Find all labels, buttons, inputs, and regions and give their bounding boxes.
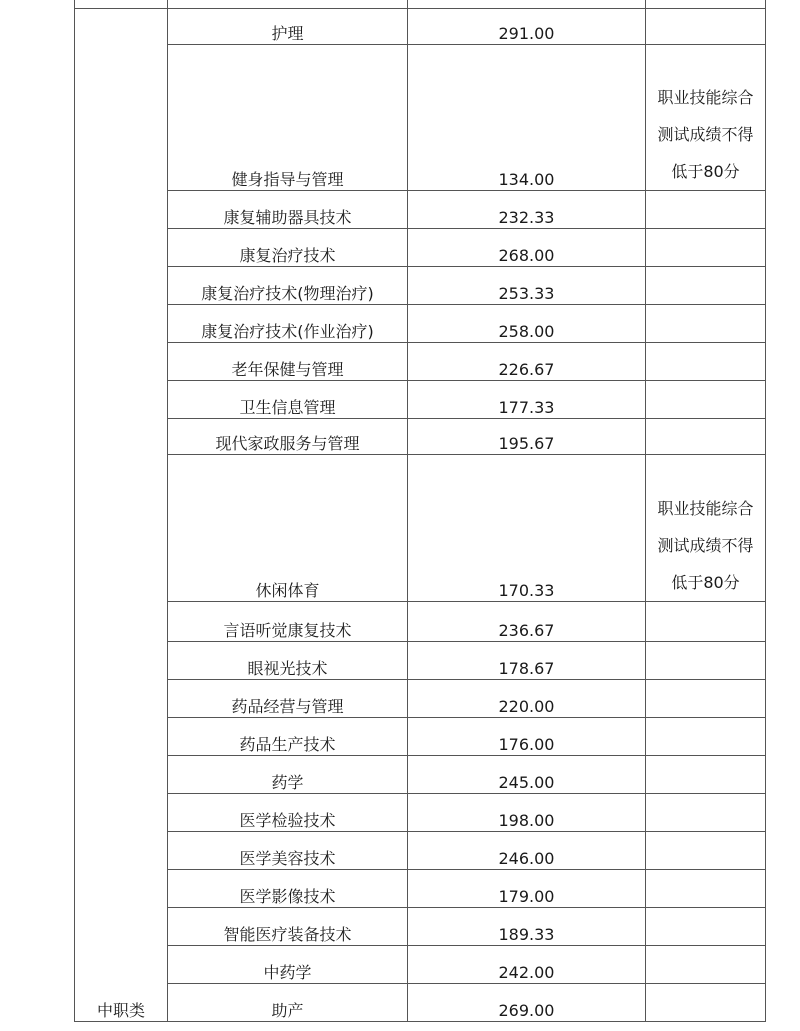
- table-row: [75, 229, 766, 267]
- score-cell: 242.00: [408, 946, 646, 984]
- remark-cell: [646, 229, 766, 267]
- major-name-cell: 中药学: [168, 946, 408, 984]
- remark-cell: [646, 602, 766, 642]
- major-name-cell: 智能医疗装备技术: [168, 908, 408, 946]
- table-row: [75, 794, 766, 832]
- table-row: [75, 45, 766, 191]
- remark-cell: [646, 680, 766, 718]
- remark-cell: [646, 832, 766, 870]
- score-cell: 236.67: [408, 602, 646, 642]
- major-name-cell: 健身指导与管理: [168, 45, 408, 191]
- table-row: [75, 756, 766, 794]
- table-row: [75, 419, 766, 455]
- table-row: [75, 832, 766, 870]
- score-cell: 198.00: [408, 794, 646, 832]
- remark-cell: [646, 343, 766, 381]
- remark-cell: [646, 794, 766, 832]
- remark-cell: [646, 455, 766, 602]
- remark-text: 职业技能综合测试成绩不得低于80分: [657, 88, 754, 181]
- remark-cell: [646, 45, 766, 191]
- major-name-cell: 护理: [168, 9, 408, 45]
- score-cell: 291.00: [408, 9, 646, 45]
- remark-cell: [646, 908, 766, 946]
- major-name-cell: 康复治疗技术(物理治疗): [168, 267, 408, 305]
- table-row: [75, 455, 766, 602]
- table-row: [75, 642, 766, 680]
- score-cell: 177.33: [408, 381, 646, 419]
- table-row: [75, 946, 766, 984]
- major-name-cell: 康复辅助器具技术: [168, 191, 408, 229]
- score-cell: 178.67: [408, 642, 646, 680]
- score-cell: 269.00: [408, 984, 646, 1022]
- remark-cell: [646, 642, 766, 680]
- score-cell: 170.33: [408, 455, 646, 602]
- major-name-cell: 卫生信息管理: [168, 381, 408, 419]
- admission-score-table: [74, 8, 766, 1022]
- major-name-cell: 康复治疗技术(作业治疗): [168, 305, 408, 343]
- major-name-cell: 药学: [168, 756, 408, 794]
- major-name-cell: 康复治疗技术: [168, 229, 408, 267]
- table-row: [75, 381, 766, 419]
- remark-cell: [646, 419, 766, 455]
- remark-cell: [646, 984, 766, 1022]
- major-name-cell: 言语听觉康复技术: [168, 602, 408, 642]
- remark-cell: [646, 305, 766, 343]
- table-row: [75, 984, 766, 1022]
- score-cell: 189.33: [408, 908, 646, 946]
- major-name-cell: 休闲体育: [168, 455, 408, 602]
- table-row: [75, 870, 766, 908]
- major-name-cell: 医学影像技术: [168, 870, 408, 908]
- remark-cell: [646, 9, 766, 45]
- score-cell: 134.00: [408, 45, 646, 191]
- remark-cell: [646, 718, 766, 756]
- major-name-cell: 医学美容技术: [168, 832, 408, 870]
- score-cell: 176.00: [408, 718, 646, 756]
- remark-cell: [646, 191, 766, 229]
- score-cell: 220.00: [408, 680, 646, 718]
- major-name-cell: 老年保健与管理: [168, 343, 408, 381]
- table-row: [75, 602, 766, 642]
- major-name-cell: 药品生产技术: [168, 718, 408, 756]
- score-cell: 195.67: [408, 419, 646, 455]
- table-row: [75, 718, 766, 756]
- table-row: [75, 191, 766, 229]
- score-cell: 268.00: [408, 229, 646, 267]
- score-cell: 226.67: [408, 343, 646, 381]
- remark-cell: [646, 381, 766, 419]
- table-row: [75, 267, 766, 305]
- major-name-cell: 现代家政服务与管理: [168, 419, 408, 455]
- table-row: [75, 908, 766, 946]
- score-cell: 246.00: [408, 832, 646, 870]
- major-name-cell: 助产: [168, 984, 408, 1022]
- score-cell: 245.00: [408, 756, 646, 794]
- table-row: [75, 680, 766, 718]
- score-cell: 258.00: [408, 305, 646, 343]
- major-name-cell: 药品经营与管理: [168, 680, 408, 718]
- major-name-cell: 医学检验技术: [168, 794, 408, 832]
- remark-text: 职业技能综合测试成绩不得低于80分: [657, 499, 754, 592]
- score-cell: 232.33: [408, 191, 646, 229]
- remark-cell: [646, 756, 766, 794]
- table-row: [75, 305, 766, 343]
- score-cell: 253.33: [408, 267, 646, 305]
- remark-cell: [646, 870, 766, 908]
- table-row: [75, 9, 766, 45]
- remark-cell: [646, 267, 766, 305]
- category-cell: 中职类: [75, 9, 168, 1022]
- table-row: [75, 343, 766, 381]
- remark-cell: [646, 946, 766, 984]
- score-cell: 179.00: [408, 870, 646, 908]
- major-name-cell: 眼视光技术: [168, 642, 408, 680]
